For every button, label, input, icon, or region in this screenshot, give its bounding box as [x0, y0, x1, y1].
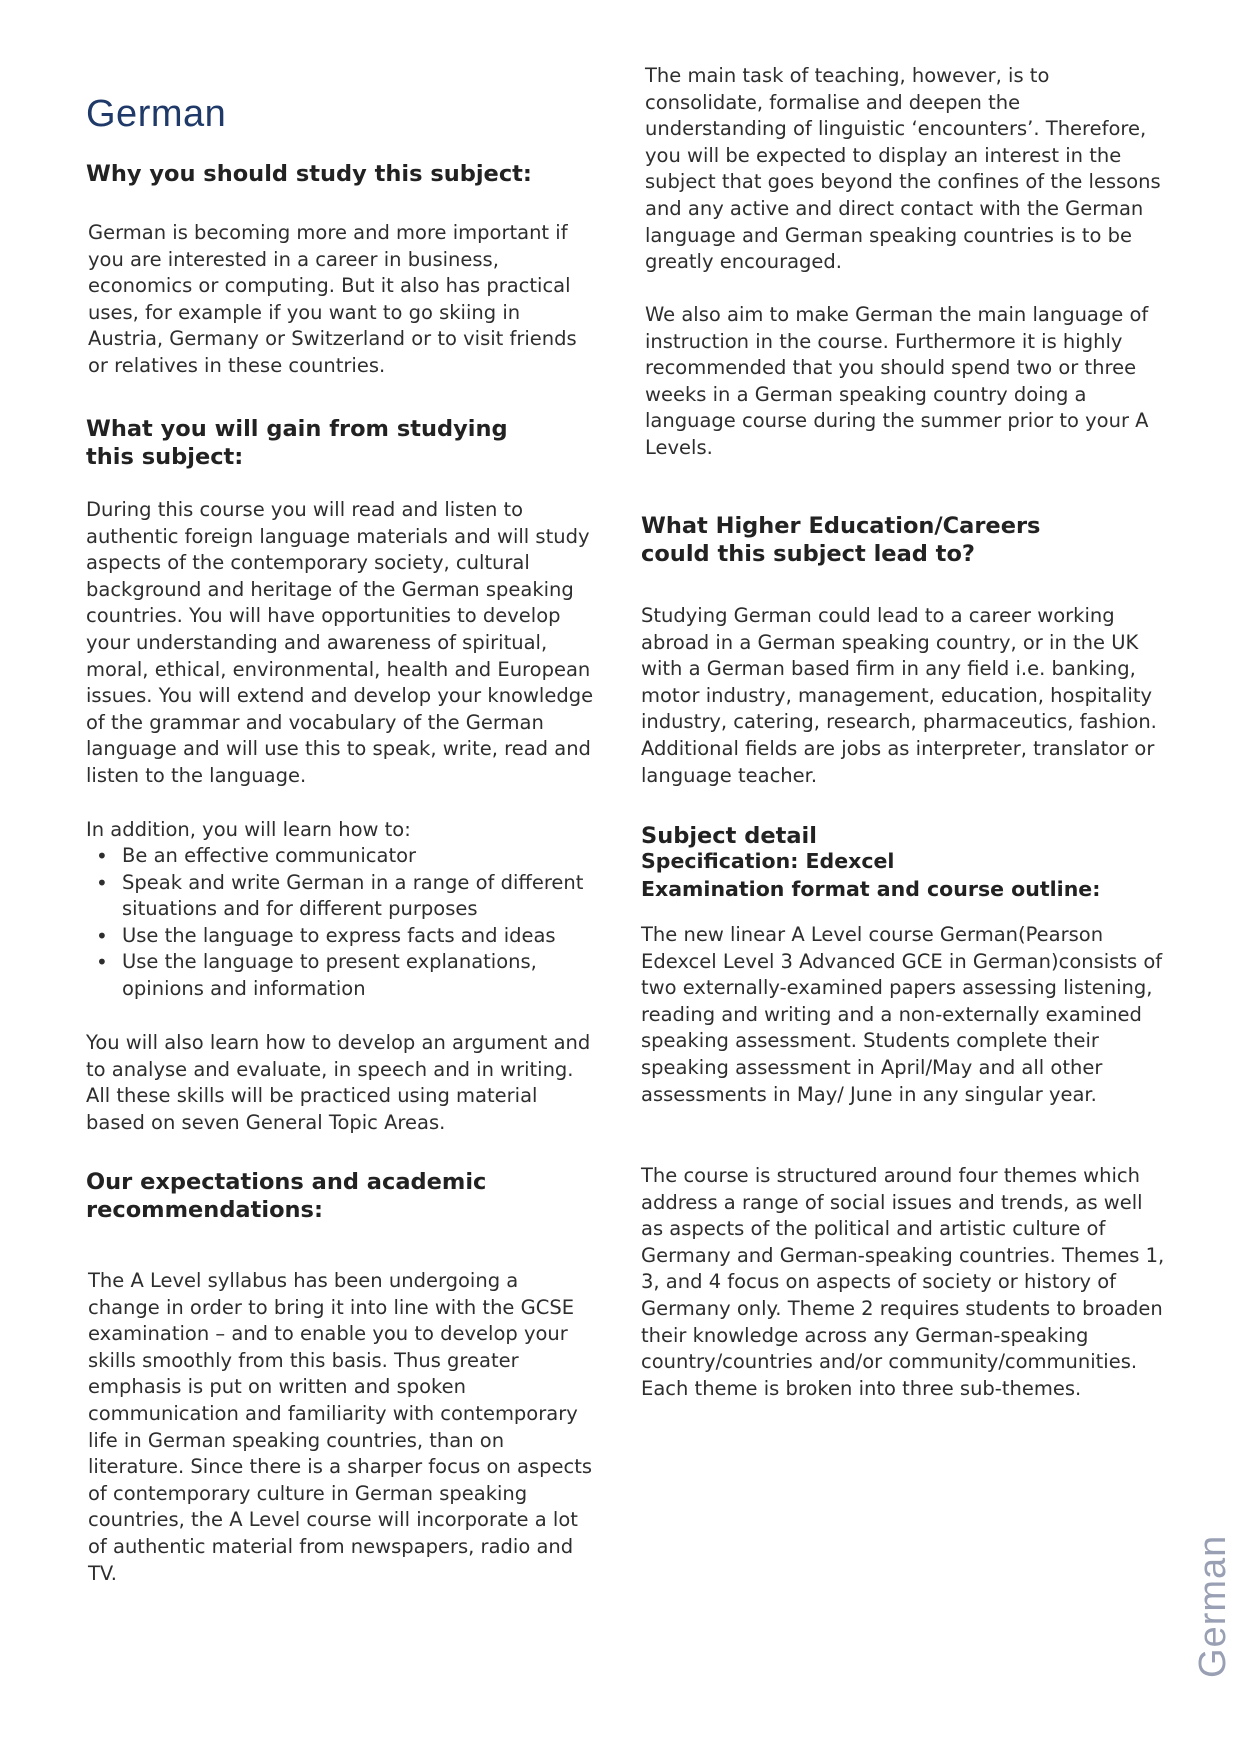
expectations-heading: Our expectations and academic recommendations: [86, 1169, 487, 1223]
gain-intro: In addition, you will learn how to: [86, 818, 411, 841]
list-item: • Speak and write German in a range of different situations and for different purposes [122, 870, 602, 923]
subject-detail-heading: Subject detail [641, 823, 817, 849]
gain-closing: You will also learn how to develop an argument and to analyse and evaluate, in speech and in writing. All these skills will be practiced using material based on seven General Topic Areas. [86, 1031, 591, 1134]
instruction-paragraph: We also aim to make German the main language of instruction in the course. Furthermore it is highly recommended that you should spend two or three weeks in a German speaking country doing a language course during the summer prior to your A Levels. [645, 303, 1149, 459]
gain-heading: What you will gain from studying this subject: [86, 416, 508, 470]
side-label [1180, 1528, 1240, 1678]
expectations-body: The A Level syllabus has been undergoing a change in order to bring it into line with the GCSE examination – and to enable you to develop your skills smoothly from this basis. Thus greater emphasis is put on written and spoken communication and familiarity with contemporary life in German speaking countries, than on literature. Since there is a sharper focus on aspects of contemporary culture in German speaking countries, the A Level course will incorporate a lot of authentic material from newspapers, radio and TV. [88, 1269, 593, 1585]
careers-body: Studying German could lead to a career working abroad in a German speaking country, or in the UK with a German based firm in any field i.e. banking, motor industry, management, education, hospitality industry, catering, research, pharmaceutics, fashion. Additional fields are jobs as interpreter, translator or language teacher. [641, 604, 1157, 787]
page-title: German [86, 93, 227, 135]
skills-list [86, 843, 602, 1003]
side-label-text: German [1192, 1534, 1234, 1678]
specification-label: Specification: Edexcel [641, 849, 895, 873]
list-item: • Use the language to express facts and ideas [122, 923, 602, 950]
gain-body: During this course you will read and listen to authentic foreign language materials and will study aspects of the contemporary society, cultural background and heritage of the German speaking countries. You will have opportunities to develop your understanding and awareness of spiritual, moral, ethical, environmental, health and European issues. You will extend and develop your knowledge of the grammar and vocabulary of the German language and will use this to speak, write, read and listen to the language. [86, 498, 594, 787]
why-study-body: German is becoming more and more important if you are interested in a career in business, economics or computing. But it also has practical uses, for example if you want to go skiing in Austria, Germany or Switzerland or to visit friends or relatives in these countries. [88, 221, 577, 377]
course-detail-paragraph-1: The new linear A Level course German(Pearson Edexcel Level 3 Advanced GCE in German)consists of two externally-examined papers assessing listening, reading and writing and a non-externally examined speaking assessment. Students complete their speaking assessment in April/May and all other assessments in May/ June in any singular year. [641, 923, 1163, 1106]
course-detail-paragraph-2: The course is structured around four themes which address a range of social issues and trends, as well as aspects of the political and artistic culture of Germany and German-speaking countries. Themes 1, 3, and 4 focus on aspects of society or history of Germany only. Theme 2 requires students to broaden their knowledge across any German-speaking country/countries and/or community/communities. Each theme is broken into three sub-themes. [641, 1164, 1165, 1400]
teaching-paragraph: The main task of teaching, however, is to consolidate, formalise and deepen the understanding of linguistic ‘encounters’. Therefore, you will be expected to display an interest in the subject that goes beyond the confines of the lessons and any active and direct contact with the German language and German speaking countries is to be greatly encouraged. [645, 64, 1161, 274]
list-item: • Use the language to present explanations, opinions and information [122, 949, 602, 1002]
exam-format-label: Examination format and course outline: [641, 877, 1101, 901]
why-study-heading: Why you should study this subject: [86, 161, 532, 187]
list-item: • Be an effective communicator [122, 843, 602, 870]
careers-heading: What Higher Education/Careers could this subject lead to? [641, 513, 1041, 567]
